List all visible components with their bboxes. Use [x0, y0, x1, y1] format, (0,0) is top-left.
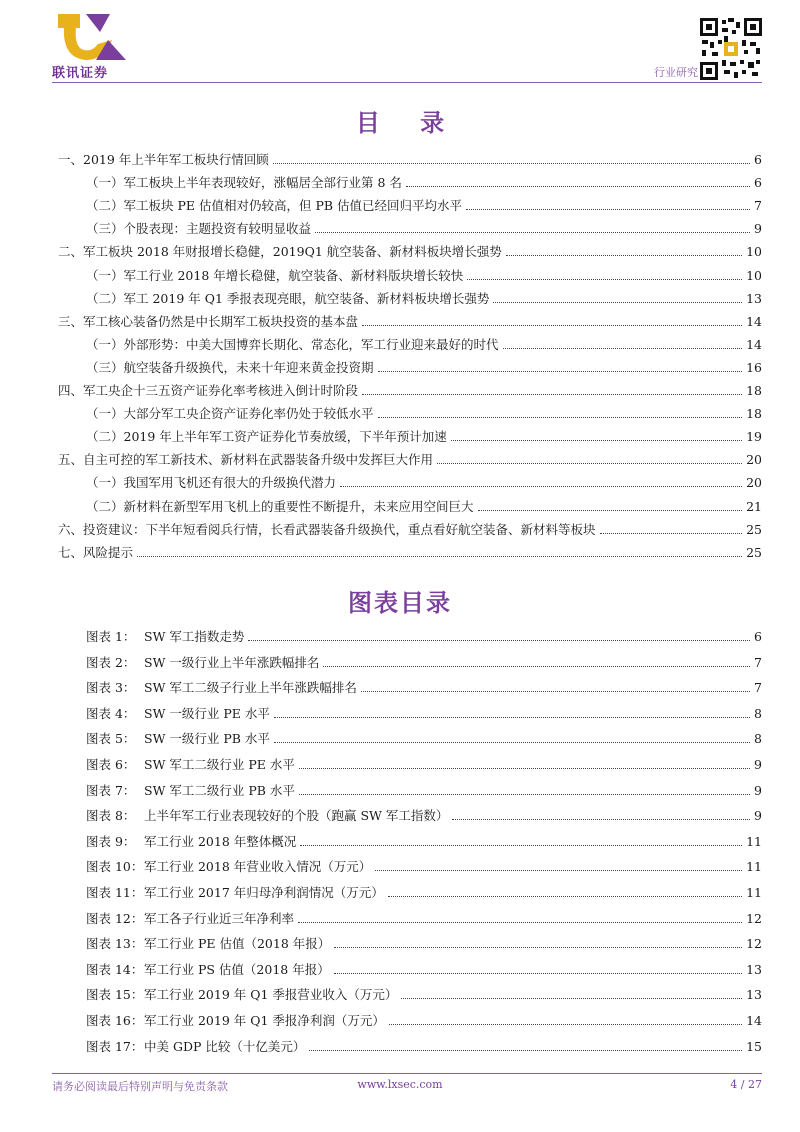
toc-entry[interactable]: [86, 266, 762, 286]
figure-entry-label: 图表 14：: [86, 961, 144, 977]
figure-entry[interactable]: [86, 678, 762, 698]
toc-leader-dots: [340, 486, 742, 487]
page-header: [0, 0, 800, 90]
toc-entry-page: 6: [754, 175, 762, 191]
toc-leader-dots: [362, 325, 742, 326]
figure-entry[interactable]: [86, 729, 762, 749]
toc-leader-dots: [493, 302, 742, 303]
figure-entry-label: 图表 2：: [86, 654, 136, 670]
figure-entry-text: 军工行业 2019 年 Q1 季报营业收入（万元）: [144, 987, 398, 1003]
toc-entry-text: （三）航空装备升级换代，未来十年迎来黄金投资期: [86, 359, 374, 375]
toc-entry-page: 10: [746, 244, 762, 260]
footer-website-link[interactable]: www.lxsec.com: [357, 1078, 443, 1091]
toc-entry-page: 19: [746, 429, 762, 445]
toc-entry-text: （一）大部分军工央企资产证券化率仍处于较低水平: [86, 406, 374, 422]
toc-entry[interactable]: [58, 242, 762, 262]
figure-leader-dots: [334, 973, 742, 974]
toc-leader-dots: [503, 348, 743, 349]
figure-entry-page: 13: [746, 961, 762, 977]
toc-entry-page: 6: [754, 152, 762, 167]
toc-entry[interactable]: [58, 381, 762, 401]
figure-entry-text: SW 军工指数走势: [144, 629, 245, 644]
figure-entry-page: 6: [754, 629, 762, 644]
toc-leader-dots: [273, 163, 750, 164]
toc-leader-dots: [437, 463, 742, 464]
figure-entry-label: 图表 1：: [86, 629, 136, 644]
figure-entry-text: 中美 GDP 比较（十亿美元）: [144, 1038, 306, 1054]
figure-entry-label: 图表 10：: [86, 859, 144, 875]
toc-entry-page: 20: [746, 452, 762, 468]
figure-leader-dots: [389, 1024, 742, 1025]
figure-leader-dots: [299, 794, 750, 795]
section-label: 行业研究: [654, 66, 698, 79]
qr-code-icon: [700, 18, 762, 80]
toc-entry-text: （二）新材料在新型军用飞机上的重要性不断提升，未来应用空间巨大: [86, 498, 474, 514]
figure-entry-page: 9: [754, 808, 762, 824]
figure-leader-dots: [323, 666, 750, 667]
toc-entry-text: （三）个股表现：主题投资有较明显收益: [86, 221, 312, 237]
toc-entry-page: 14: [746, 313, 762, 329]
toc-entry[interactable]: [86, 173, 762, 193]
figure-leader-dots: [375, 870, 742, 871]
toc-entry[interactable]: [86, 427, 762, 447]
figure-entry-page: 12: [746, 910, 762, 926]
toc-entry[interactable]: [86, 497, 762, 517]
figure-entry-page: 15: [746, 1038, 762, 1054]
figure-entry-text: 军工行业 PE 估值（2018 年报）: [144, 936, 331, 952]
footer-page-number: 4 / 27: [730, 1078, 762, 1091]
figure-leader-dots: [248, 640, 750, 641]
figure-entry[interactable]: [86, 883, 762, 903]
toc-leader-dots: [362, 394, 742, 395]
figure-entry-page: 8: [754, 731, 762, 747]
toc-entry-text: 一、2019 年上半年军工板块行情回顾: [58, 152, 269, 167]
toc-entry[interactable]: [86, 289, 762, 309]
figure-entry[interactable]: [86, 832, 762, 852]
figure-entry[interactable]: [86, 653, 762, 673]
figure-entry-text: 军工行业 2017 年归母净利润情况（万元）: [144, 885, 384, 900]
figure-entry-label: 图表 7：: [86, 782, 136, 798]
figure-entry-page: 9: [754, 782, 762, 798]
figure-entry-page: 11: [746, 859, 762, 875]
toc-entry-text: （一）我国军用飞机还有很大的升级换代潜力: [86, 475, 337, 491]
figure-entry[interactable]: [86, 1011, 762, 1031]
figure-leader-dots: [274, 742, 750, 743]
toc-entry-text: 五、自主可控的军工新技术、新材料在武器装备升级中发挥巨大作用: [58, 452, 434, 468]
figure-entry-label: 图表 15：: [86, 987, 144, 1003]
figure-leader-dots: [299, 768, 750, 769]
figure-entry-text: SW 一级行业上半年涨跌幅排名: [144, 654, 320, 670]
figure-entry-text: 军工各子行业近三年净利率: [144, 910, 295, 926]
figure-entry-page: 7: [754, 680, 762, 696]
figure-entry[interactable]: [86, 755, 762, 775]
toc-entry-page: 7: [754, 198, 762, 214]
figure-entry-page: 14: [746, 1013, 762, 1028]
toc-leader-dots: [378, 417, 743, 418]
figure-entry-text: 军工行业 2018 年营业收入情况（万元）: [144, 859, 372, 875]
toc-entry-page: 25: [746, 521, 762, 537]
toc-entry-text: 六、投资建议：下半年短看阅兵行情，长看武器装备升级换代，重点看好航空装备、新材料等板块: [58, 521, 596, 537]
figure-entry-label: 图表 12：: [86, 910, 144, 926]
toc-leader-dots: [406, 186, 750, 187]
toc-entry[interactable]: [86, 335, 762, 355]
figure-entry[interactable]: [86, 627, 762, 647]
figure-leader-dots: [309, 1050, 742, 1051]
figure-leader-dots: [361, 691, 750, 692]
figure-leader-dots: [274, 717, 750, 718]
toc-entry-text: （二）军工 2019 年 Q1 季报表现亮眼，航空装备、新材料板块增长强势: [86, 290, 490, 306]
toc-entry[interactable]: [58, 543, 762, 563]
figure-entry-page: 7: [754, 654, 762, 670]
toc-entry[interactable]: [86, 473, 762, 493]
figure-entry-label: 图表 4：: [86, 705, 136, 721]
figures-title: 图表目录: [348, 588, 452, 617]
figure-entry-page: 13: [746, 987, 762, 1003]
toc-entry-page: 10: [746, 267, 762, 283]
toc-leader-dots: [451, 440, 742, 441]
figure-entry-label: 图表 3：: [86, 680, 136, 696]
figure-entry-label: 图表 9：: [86, 833, 136, 849]
toc-entry[interactable]: [58, 150, 762, 170]
toc-entry-text: （一）军工行业 2018 年增长稳健，航空装备、新材料版块增长较快: [86, 267, 464, 283]
figure-entry-text: 军工行业 2018 年整体概况: [144, 833, 297, 849]
toc-entry-text: 三、军工核心装备仍然是中长期军工板块投资的基本盘: [58, 313, 359, 329]
toc-entry-text: （二）2019 年上半年军工资产证券化节奏放缓，下半年预计加速: [86, 429, 447, 445]
toc-leader-dots: [478, 510, 743, 511]
toc-title: 目 录: [355, 108, 461, 137]
figure-entry-label: 图表 6：: [86, 757, 136, 772]
figure-entry[interactable]: [86, 806, 762, 826]
figure-entry-text: 军工行业 PS 估值（2018 年报）: [144, 961, 330, 977]
toc-leader-dots: [378, 371, 743, 372]
toc-leader-dots: [467, 279, 742, 280]
toc-entry-page: 18: [746, 383, 762, 398]
figure-entry-text: 上半年军工行业表现较好的个股（跑赢 SW 军工指数）: [144, 808, 449, 824]
header-divider: [52, 82, 762, 83]
toc-entry-page: 20: [746, 475, 762, 491]
toc-entry-text: （一）外部形势：中美大国博弈长期化、常态化，军工行业迎来最好的时代: [86, 336, 499, 352]
figure-entry-page: 11: [746, 885, 762, 900]
toc-leader-dots: [315, 232, 750, 233]
figure-entry-text: 军工行业 2019 年 Q1 季报净利润（万元）: [144, 1013, 385, 1028]
figure-entry[interactable]: [86, 1037, 762, 1057]
figure-entry-page: 8: [754, 705, 762, 721]
figure-entry[interactable]: [86, 781, 762, 801]
toc-entry[interactable]: [86, 196, 762, 216]
toc-leader-dots: [466, 209, 750, 210]
figure-leader-dots: [300, 845, 742, 846]
toc-leader-dots: [506, 255, 742, 256]
toc-entry-text: （二）军工板块 PE 估值相对仍较高，但 PB 估值已经回归平均水平: [86, 198, 463, 214]
toc-entry-text: 四、军工央企十三五资产证券化率考核进入倒计时阶段: [58, 383, 359, 398]
toc-entry[interactable]: [86, 358, 762, 378]
toc-entry-page: 9: [754, 221, 762, 237]
figure-entry-label: 图表 11：: [86, 885, 144, 900]
footer-divider: [52, 1073, 762, 1074]
figure-entry-text: SW 军工二级子行业上半年涨跌幅排名: [144, 680, 357, 696]
figure-entry[interactable]: [86, 934, 762, 954]
figure-entry-label: 图表 13：: [86, 936, 144, 952]
figure-entry-page: 12: [746, 936, 762, 952]
figure-entry-text: SW 军工二级行业 PE 水平: [144, 757, 295, 772]
toc-leader-dots: [137, 556, 742, 557]
toc-entry[interactable]: [86, 219, 762, 239]
figure-entry[interactable]: [86, 857, 762, 877]
toc-entry-page: 16: [746, 359, 762, 375]
figure-entry-text: SW 一级行业 PE 水平: [144, 705, 270, 721]
toc-entry-text: 七、风险提示: [58, 544, 134, 560]
toc-entry-page: 18: [746, 406, 762, 422]
figure-entry-label: 图表 8：: [86, 808, 136, 824]
toc-entry-page: 14: [746, 336, 762, 352]
figure-entry[interactable]: [86, 960, 762, 980]
figure-entry-label: 图表 16：: [86, 1013, 144, 1028]
toc-leader-dots: [600, 533, 743, 534]
figure-leader-dots: [298, 922, 742, 923]
figure-leader-dots: [388, 896, 742, 897]
figure-entry-text: SW 军工二级行业 PB 水平: [144, 782, 295, 798]
figure-entry-page: 9: [754, 757, 762, 772]
toc-entry[interactable]: [86, 404, 762, 424]
toc-entry-page: 13: [746, 290, 762, 306]
footer-disclaimer-link[interactable]: 请务必阅读最后特别声明与免责条款: [52, 1080, 228, 1093]
figure-entry[interactable]: [86, 909, 762, 929]
figure-leader-dots: [452, 819, 750, 820]
figure-entry-label: 图表 5：: [86, 731, 136, 747]
figure-leader-dots: [334, 947, 742, 948]
figure-entry-text: SW 一级行业 PB 水平: [144, 731, 270, 747]
figure-entry[interactable]: [86, 704, 762, 724]
figure-leader-dots: [401, 998, 742, 999]
toc-entry[interactable]: [58, 312, 762, 332]
toc-entry-page: 21: [746, 498, 762, 514]
toc-entry-text: （一）军工板块上半年表现较好，涨幅居全部行业第 8 名: [86, 175, 402, 191]
figure-entry-label: 图表 17：: [86, 1038, 144, 1054]
toc-entry[interactable]: [58, 520, 762, 540]
toc-entry-text: 二、军工板块 2018 年财报增长稳健，2019Q1 航空装备、新材料板块增长强势: [58, 244, 502, 260]
toc-entry-page: 25: [746, 544, 762, 560]
logo-text: 联讯证券: [52, 66, 109, 81]
toc-entry[interactable]: [58, 450, 762, 470]
figure-entry[interactable]: [86, 985, 762, 1005]
figure-entry-page: 11: [746, 833, 762, 849]
